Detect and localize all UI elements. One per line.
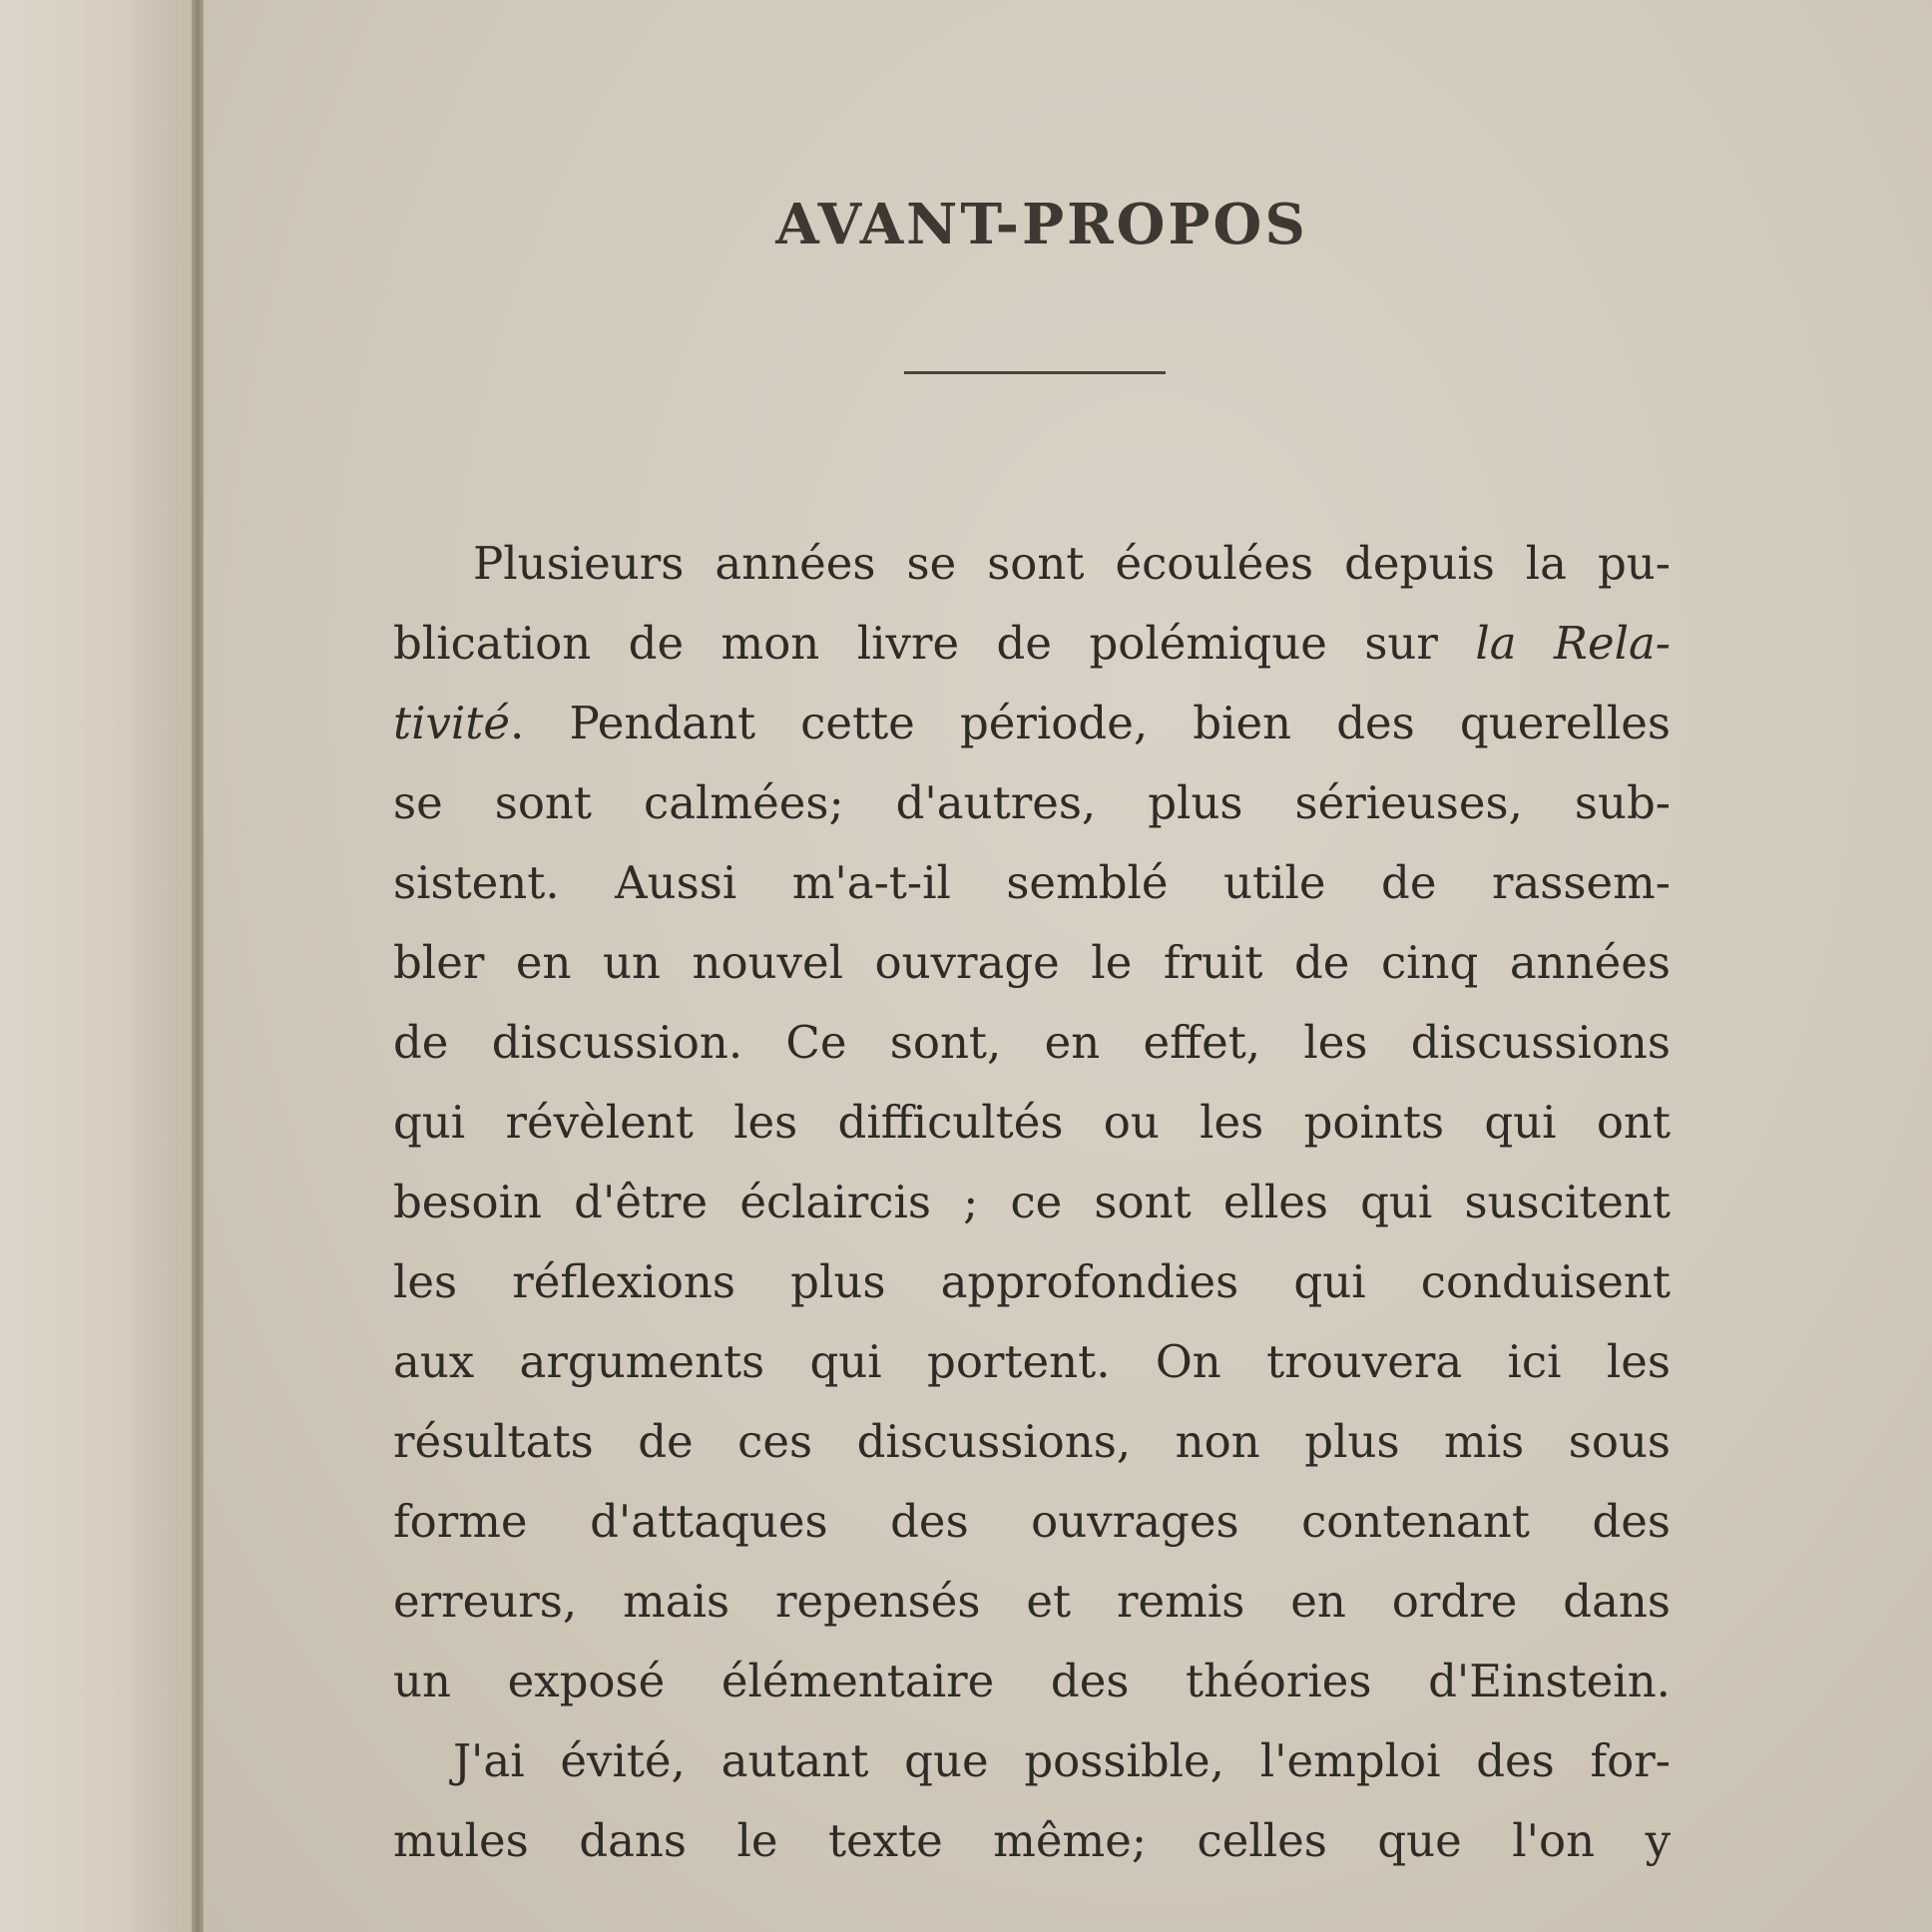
text-line: forme d'attaques des ouvrages contenant des xyxy=(393,1495,1671,1548)
text-line xyxy=(393,684,1671,763)
text-line: bler en un nouvel ouvrage le fruit de cinq années xyxy=(393,936,1671,989)
text-line: besoin d'être éclaircis ; ce sont elles qui suscitent xyxy=(393,1176,1671,1228)
italic-title-segment: la Rela- xyxy=(1475,617,1671,670)
text-line: erreurs, mais repensés et remis en ordre dans xyxy=(393,1575,1671,1628)
text-line: J'ai évité, autant que possible, l'emploi des for- xyxy=(453,1734,1671,1787)
text-line: un exposé élémentaire des théories d'Einstein. xyxy=(393,1655,1671,1707)
text-line: sistent. Aussi m'a-t-il semblé utile de rassem- xyxy=(393,856,1671,909)
text-line: mules dans le texte même; celles que l'on y xyxy=(393,1814,1671,1867)
book-page xyxy=(204,0,1932,1932)
text-line: résultats de ces discussions, non plus mis sous xyxy=(393,1415,1671,1468)
text-line xyxy=(393,604,1671,684)
left-page-edge xyxy=(0,0,200,1932)
page-heading: AVANT-PROPOS xyxy=(775,192,1308,257)
text-line: Plusieurs années se sont écoulées depuis la pu- xyxy=(473,537,1671,590)
italic-title-segment: tivité xyxy=(393,697,511,749)
text-line: aux arguments qui portent. On trouvera ici les xyxy=(393,1335,1671,1388)
heading-rule xyxy=(904,371,1166,374)
text-segment: blication de mon livre de polémique sur xyxy=(393,617,1476,670)
body-text xyxy=(393,524,1671,1881)
text-line: de discussion. Ce sont, en effet, les discussions xyxy=(393,1016,1671,1069)
text-line: les réflexions plus approfondies qui conduisent xyxy=(393,1255,1671,1308)
text-segment: . Pendant cette période, bien des querelles xyxy=(510,697,1671,749)
text-line: qui révèlent les difficultés ou les points qui ont xyxy=(393,1096,1671,1149)
text-line: se sont calmées; d'autres, plus sérieuses, sub- xyxy=(393,776,1671,829)
